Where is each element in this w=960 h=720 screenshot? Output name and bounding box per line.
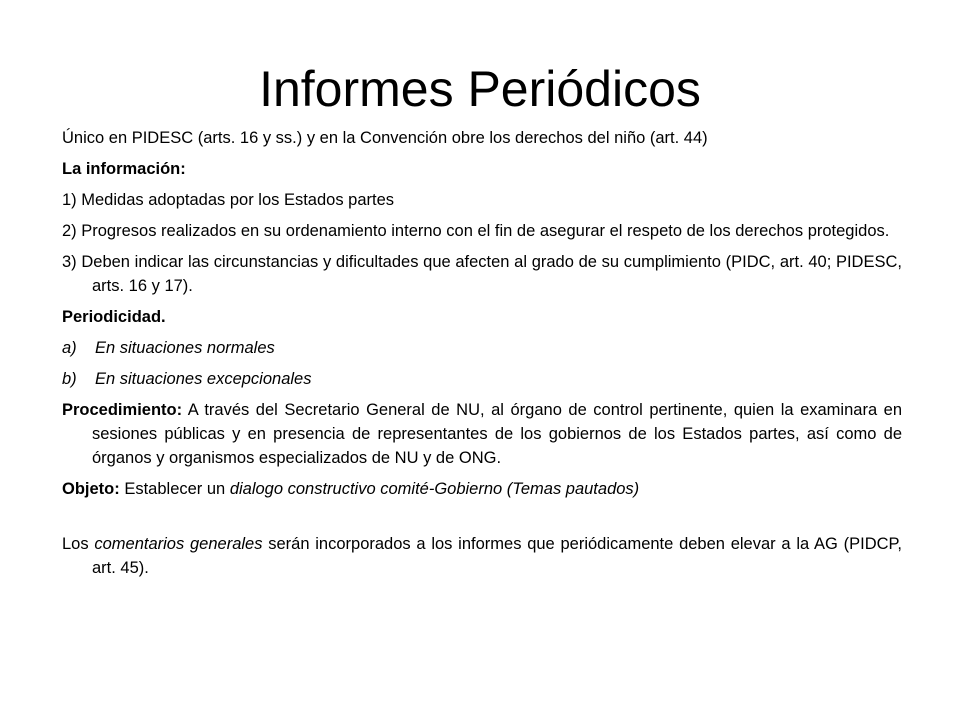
periodicidad-item-a — [62, 336, 902, 360]
info-item-1: 1) Medidas adoptadas por los Estados partes — [62, 191, 395, 209]
objeto-label: Objeto: — [62, 480, 120, 498]
objeto-paragraph — [62, 477, 902, 501]
procedimiento-label: Procedimiento: — [62, 401, 183, 419]
objeto-italic-text: dialogo constructivo comité-Gobierno (Temas pautados) — [229, 480, 640, 498]
list-marker: b) — [62, 370, 77, 388]
list-text: En situaciones normales — [95, 339, 275, 357]
info-item-3: 3) Deben indicar las circunstancias y dificultades que afecten al grado de su cumplimiento (PIDC, art. 40; PIDESC, arts. 16 y 17). — [62, 253, 902, 295]
info-heading: La información: — [62, 160, 186, 178]
periodicidad-item-b — [62, 367, 902, 391]
info-item-2: 2) Progresos realizados en su ordenamiento interno con el fin de asegurar el respeto de los derechos protegidos. — [62, 222, 890, 240]
procedimiento-paragraph — [62, 398, 902, 470]
comentarios-pre: Los — [62, 535, 95, 553]
procedimiento-text: A través del Secretario General de NU, al órgano de control pertinente, quien la examinara en sesiones públicas y en presencia de representantes de los gobiernos de los Estados partes, así como de órganos y organismos especializados de NU y de ONG. — [92, 401, 902, 467]
comentarios-post: serán incorporados a los informes que periódicamente deben elevar a la AG (PIDCP, art. 45). — [92, 535, 902, 577]
comentarios-italic: comentarios generales — [94, 535, 263, 553]
slide-body — [62, 126, 902, 587]
periodicidad-heading: Periodicidad. — [62, 308, 166, 326]
comentarios-paragraph — [62, 532, 902, 580]
list-marker: a) — [62, 339, 77, 357]
list-text: En situaciones excepcionales — [95, 370, 312, 388]
intro-paragraph: Único en PIDESC (arts. 16 y ss.) y en la Convención obre los derechos del niño (art. 44) — [62, 129, 708, 147]
objeto-text: Establecer un — [119, 480, 230, 498]
slide-title: Informes Periódicos — [259, 61, 701, 117]
